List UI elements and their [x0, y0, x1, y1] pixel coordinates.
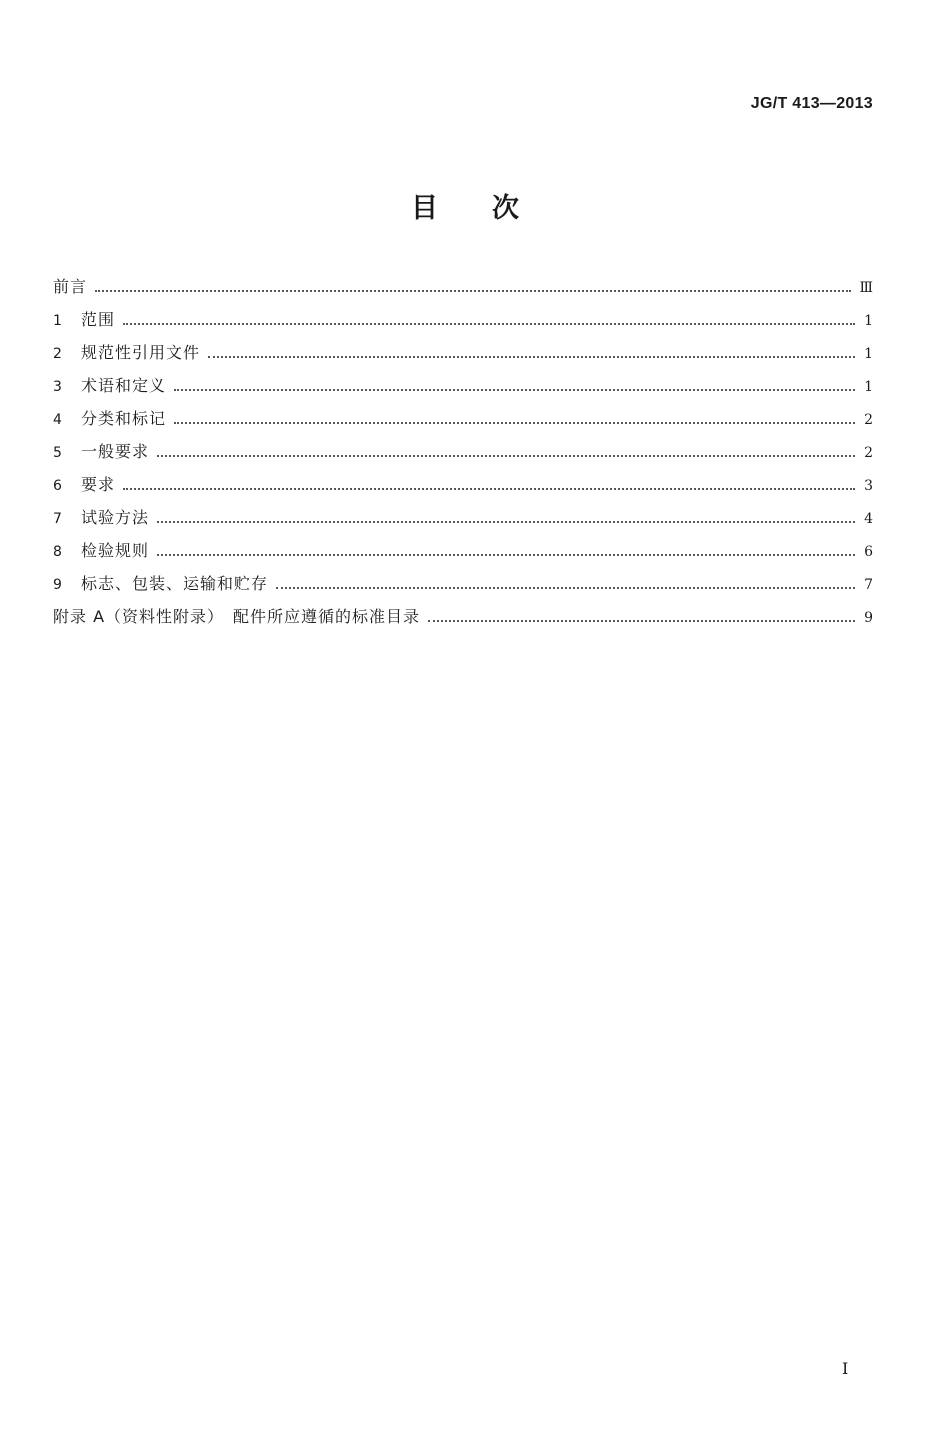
- toc-entry-label: 术语和定义: [81, 376, 167, 395]
- page-number: I: [842, 1359, 849, 1378]
- toc-entry-4[interactable]: [53, 406, 873, 439]
- toc-leader-dots: [95, 289, 851, 292]
- toc-entry-number: 1: [53, 313, 62, 329]
- toc-entry-8[interactable]: [53, 538, 873, 571]
- toc-entry-page: 3: [864, 478, 873, 494]
- toc-entry-number: 5: [53, 445, 62, 461]
- toc-entry-label: 规范性引用文件: [81, 343, 201, 362]
- toc-entry-6[interactable]: [53, 472, 873, 505]
- toc-leader-dots: [428, 619, 855, 622]
- toc-entry-page: 2: [864, 412, 873, 428]
- toc-entry-number: 2: [53, 346, 62, 362]
- page-title: 目次: [411, 193, 573, 224]
- toc-leader-dots: [208, 355, 855, 358]
- table-of-contents: [53, 274, 873, 637]
- toc-entry-label: 分类和标记: [81, 409, 167, 428]
- toc-entry-3[interactable]: [53, 373, 873, 406]
- toc-entry-number: 3: [53, 379, 62, 395]
- toc-entry-page: 9: [864, 610, 873, 626]
- toc-entry-page: 6: [864, 544, 873, 560]
- toc-entry-label: 前言: [53, 277, 88, 296]
- toc-leader-dots: [276, 586, 855, 589]
- standard-code: JG/T 413—2013: [750, 95, 873, 112]
- toc-entry-label: 范围: [81, 310, 116, 329]
- toc-entry-label: 标志、包装、运输和贮存: [81, 574, 269, 593]
- toc-entry-page: 1: [864, 346, 873, 362]
- toc-entry-label: 检验规则: [81, 541, 150, 560]
- toc-entry-label: 一般要求: [81, 442, 150, 461]
- toc-entry-7[interactable]: [53, 505, 873, 538]
- toc-entry-5[interactable]: [53, 439, 873, 472]
- toc-leader-dots: [174, 421, 855, 424]
- toc-entry-1[interactable]: [53, 307, 873, 340]
- toc-entry-label: 附录 A（资料性附录） 配件所应遵循的标准目录: [53, 607, 421, 626]
- toc-entry-page: Ⅲ: [859, 280, 873, 296]
- toc-entry-page: 2: [864, 445, 873, 461]
- toc-leader-dots: [157, 520, 855, 523]
- toc-entry-number: 7: [53, 511, 62, 527]
- toc-entry-9[interactable]: [53, 571, 873, 604]
- toc-entry-appendix-a[interactable]: [53, 604, 873, 637]
- toc-entry-number: 8: [53, 544, 62, 560]
- toc-leader-dots: [123, 487, 855, 490]
- toc-entry-page: 4: [864, 511, 873, 527]
- toc-leader-dots: [174, 388, 855, 391]
- toc-entry-label: 要求: [81, 475, 116, 494]
- toc-leader-dots: [157, 553, 855, 556]
- toc-entry-foreword[interactable]: [53, 274, 873, 307]
- toc-entry-number: 6: [53, 478, 62, 494]
- toc-entry-number: 9: [53, 577, 62, 593]
- toc-leader-dots: [157, 454, 855, 457]
- toc-entry-label: 试验方法: [81, 508, 150, 527]
- toc-entry-page: 7: [864, 577, 873, 593]
- toc-entry-number: 4: [53, 412, 62, 428]
- toc-entry-page: 1: [864, 313, 873, 329]
- toc-leader-dots: [123, 322, 855, 325]
- toc-entry-page: 1: [864, 379, 873, 395]
- toc-entry-2[interactable]: [53, 340, 873, 373]
